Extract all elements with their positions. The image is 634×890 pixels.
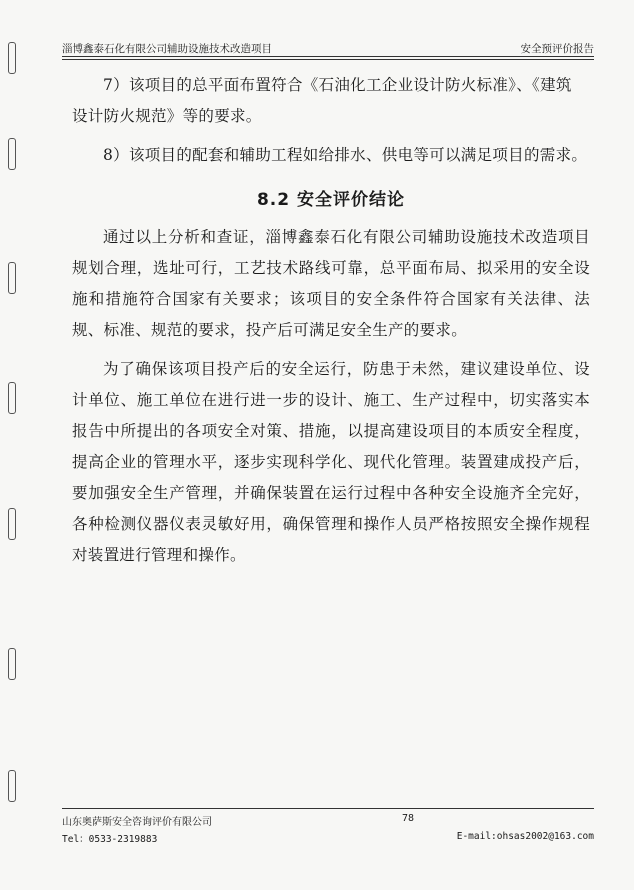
footer-company: 山东奥萨斯安全咨询评价有限公司 (62, 817, 212, 828)
header-divider (62, 59, 594, 60)
header-report-type: 安全预评价报告 (520, 43, 594, 55)
recommendation-paragraph: 为了确保该项目投产后的安全运行，防患于未然，建议建设单位、设计单位、施工单位在进行进一步的设计、施工、生产过程中，切实落实本报告中所提出的各项安全对策、措施，以提高建设项目的本质安全程度，提高企业的管理水平，逐步实现科学化、现代化管理。装置建成投产后，要加强安全生产管理，并确保装置在运行过程中各种安全设施齐全完好，各种检测仪器仪表灵敏好用，确保管理和操作人员严格按照安全操作规程对装置进行管理和操作。 (72, 360, 590, 564)
binder-hole-mark (8, 42, 16, 74)
page-footer (62, 808, 594, 845)
list-item-7-continued: 设计防火规范》等的要求。 (72, 107, 262, 125)
binder-hole-mark (8, 770, 16, 802)
header-project-title: 淄博鑫泰石化有限公司辅助设施技术改造项目 (62, 43, 272, 55)
list-item-8: 8）该项目的配套和辅助工程如给排水、供电等可以满足项目的需求。 (103, 146, 588, 164)
page-number: 78 (401, 813, 414, 824)
binder-hole-mark (8, 508, 16, 540)
binder-hole-mark (8, 648, 16, 680)
section-heading: 8.2 安全评价结论 (256, 190, 406, 210)
page-header (62, 38, 594, 57)
binder-hole-mark (8, 262, 16, 294)
footer-tel: Tel：0533-2319883 (62, 834, 158, 845)
binder-hole-mark (8, 382, 16, 414)
page-body (72, 70, 590, 571)
footer-email: E-mail:ohsas2002@163.com (456, 831, 594, 842)
list-item-7: 7）该项目的总平面布置符合《石油化工企业设计防火标准》、《建筑 (103, 76, 572, 94)
binder-hole-mark (8, 138, 16, 170)
conclusion-paragraph: 通过以上分析和查证，淄博鑫泰石化有限公司辅助设施技术改造项目规划合理，选址可行，工艺技术路线可靠，总平面布局、拟采用的安全设施和措施符合国家有关要求；该项目的安全条件符合国家有关法律、法规、标准、规范的要求，投产后可满足安全生产的要求。 (72, 228, 590, 339)
